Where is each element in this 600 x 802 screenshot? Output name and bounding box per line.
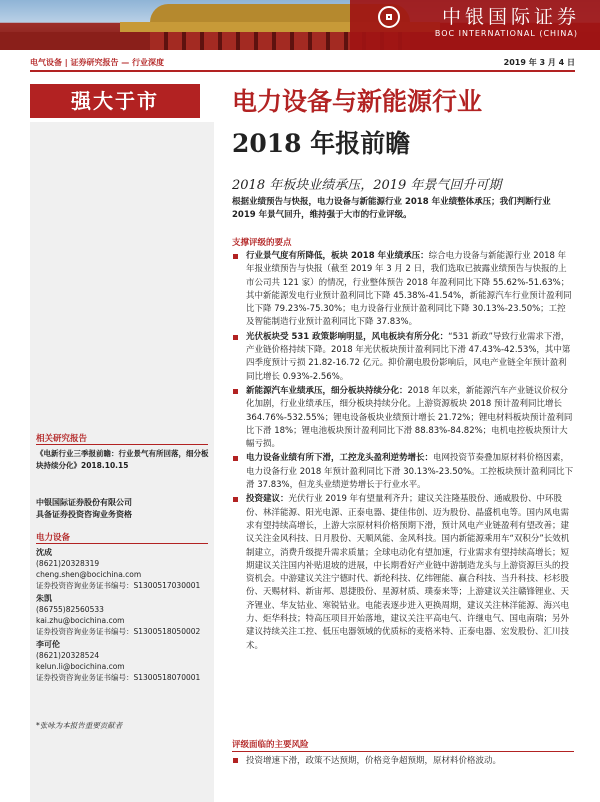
point-lead: 投资建议： <box>246 494 289 505</box>
report-date: 2019 年 3 月 4 日 <box>503 58 575 67</box>
analyst-email[interactable]: kai.zhu@bocichina.com <box>36 616 125 625</box>
bullet-icon <box>233 758 238 763</box>
bullet-icon <box>233 335 238 340</box>
report-subtitle-year: 2018 年报前瞻 <box>232 129 411 158</box>
contributor-note: *张咏为本报告重要贡献者 <box>36 721 123 730</box>
analyst-name: 沈成 <box>36 548 52 557</box>
analyst-cert: 证券投资咨询业务证书编号：S1300517030001 <box>36 581 201 590</box>
analyst-phone: (86755)82560533 <box>36 605 104 614</box>
risk-text: 投资增速下滑，政策不达预期，价格竞争超预期，原材料价格波动。 <box>246 756 502 766</box>
risk-divider <box>232 751 574 752</box>
company-qualification: 具备证券投资咨询业务资格 <box>36 510 132 519</box>
company-info <box>36 497 212 521</box>
rating-badge: 强大于市 <box>30 84 200 118</box>
brand-panel <box>350 0 600 50</box>
analyst-card <box>36 639 212 683</box>
point-text: 电网投资节奏叠加原材料价格因素，电力设备行业 2018 年预计盈利同比下滑 30.13%-23.50%。工控板块预计盈利同比下滑 37.83%，但龙头业绩逆势增长于行业水平。 <box>246 453 574 491</box>
analyst-name: 李可伦 <box>36 640 60 649</box>
report-summary: 根据业绩预告与快报，电力设备与新能源行业 2018 年业绩整体承压；我们判断行业 2019 年景气回升，维持强于大市的行业评级。 <box>232 197 551 220</box>
list-item <box>232 331 574 384</box>
list-item <box>232 385 574 451</box>
point-lead: 光伏板块受 531 政策影响明显，风电板块有所分化： <box>246 331 449 342</box>
point-lead: 行业景气度有所降低，板块 2018 年业绩承压： <box>246 251 429 261</box>
analyst-email[interactable]: cheng.shen@bocichina.com <box>36 570 142 579</box>
department-divider <box>36 543 208 544</box>
brand-name-en: BOC INTERNATIONAL (CHINA) <box>434 29 578 38</box>
highlights-list <box>232 250 574 654</box>
bullet-icon <box>233 389 238 394</box>
bullet-icon <box>233 497 238 502</box>
related-divider <box>36 444 208 445</box>
analyst-name: 朱凯 <box>36 594 52 603</box>
top-bar <box>30 57 575 71</box>
company-name: 中银国际证券股份有限公司 <box>36 498 132 507</box>
report-title: 电力设备与新能源行业 <box>232 87 483 116</box>
list-item <box>232 493 574 653</box>
boc-logo-icon <box>378 6 400 28</box>
point-text: 2018 年以来，新能源汽车产业链议价权分化加剧，行业业绩承压，细分板块持续分化。上游资源板块 2018 预计盈利同比增长 364.76%-532.55%；锂电设备板块业绩预计增长 21.72%；锂电材料板块预计盈利同比下滑 18%；锂电池板块预计盈利同比下滑 88.83%-84.82%；电机电控板块预计大幅亏损。 <box>246 385 573 450</box>
department-title: 电力设备 <box>36 533 71 543</box>
analyst-list <box>36 547 212 685</box>
list-item <box>232 452 574 492</box>
analyst-card <box>36 547 212 591</box>
risk-title: 评级面临的主要风险 <box>232 740 309 750</box>
header-banner <box>0 0 600 50</box>
highlights-title: 支撑评级的要点 <box>232 238 292 248</box>
analyst-phone: (8621)20328319 <box>36 559 100 568</box>
header-divider <box>30 70 575 72</box>
analyst-cert: 证券投资咨询业务证书编号：S1300518070001 <box>36 673 201 682</box>
analyst-email[interactable]: kelun.li@bocichina.com <box>36 662 125 671</box>
breadcrumb: 电气设备 | 证券研究报告 — 行业深度 <box>30 58 165 67</box>
analyst-phone: (8621)20328524 <box>36 651 100 660</box>
analyst-cert: 证券投资咨询业务证书编号：S1300518050002 <box>36 627 201 636</box>
point-text: 光伏行业 2019 年有望量利齐升；建议关注隆基股份、通威股份、中环股份、林洋能源、阳光电源、正泰电器、捷佳伟创、迈为股份、晶盛机电等。国内风电需求有望持续高增长，上游大宗原材料价格预期下滑，预计风电产业链盈利有望改善；建议关注金风科技、日月股份、天顺风能、金风科技。国内新能源乘用车“双积分”长效机制建立，消费升级提升需求质量；全球电动化有望加速，行业需求有望持续高增长；短期建议关注国内补贴退坡的进展，中长期看好产业链中游制造龙头与上游资源巨头的投资机会。中游建议关注宁德时代、新纶科技、亿纬锂能、赢合科技、当升科技、杉杉股份、天赐材料、新宙邦、恩捷股份、星源材质、璞泰来等；上游建议关注赣锋锂业、天齐锂业、华友钴业、寒锐钴业。电能表逐步进入更换周期，建议关注林洋能源、海兴电力、炬华科技；特高压项目开始落地，建议关注平高电气、许继电气、国电南瑞；另外建议持续关注工控、低压电器领域的优质标的麦格米特、正泰电器、宏发股份、汇川技术。 <box>246 494 570 651</box>
analyst-card <box>36 593 212 637</box>
list-item <box>232 250 574 330</box>
bullet-icon <box>233 254 238 259</box>
related-report-item[interactable]: 《电新行业三季报前瞻：行业景气有所回落，细分板块持续分化》2018.10.15 <box>36 449 209 470</box>
related-reports-title: 相关研究报告 <box>36 434 88 444</box>
bullet-icon <box>233 456 238 461</box>
point-lead: 电力设备业绩有所下滑，工控龙头盈利逆势增长： <box>246 453 434 464</box>
point-text: “531 新政”导致行业需求下滑，产业链价格持续下降。2018 年光伏板块预计盈利同比下滑 47.43%-42.53%，其中第四季度预计亏损 21.82-16.72 亿元。抑价潮电股份影响后，风电产业链全年预计盈利同比增长 0.93%-2.56%。 <box>246 331 571 382</box>
brand-name-cn: 中银国际证券 <box>441 6 580 28</box>
point-lead: 新能源汽车业绩承压，细分板块持续分化： <box>246 385 408 396</box>
report-tagline: 2018 年板块业绩承压，2019 年景气回升可期 <box>232 178 502 193</box>
point-text: 综合电力设备与新能源行业 2018 年年报业绩预告与快报（截至 2019 年 3 月 2 日，我们选取已披露业绩预告与快报的上市公司共 121 家）的情况，行业整体预告 2018 年盈利同比下降 55.62%-51.63%；其中新能源发电行业预计盈利同比下降 45.38%-41.54%，新能源汽车行业预计盈利同比下降 79.23%-75.30%；电力设备行业预计盈利同比下降 30.13%-23.50%；工控及智能制造行业预计盈利同比下降 37.83%。 <box>246 251 572 328</box>
